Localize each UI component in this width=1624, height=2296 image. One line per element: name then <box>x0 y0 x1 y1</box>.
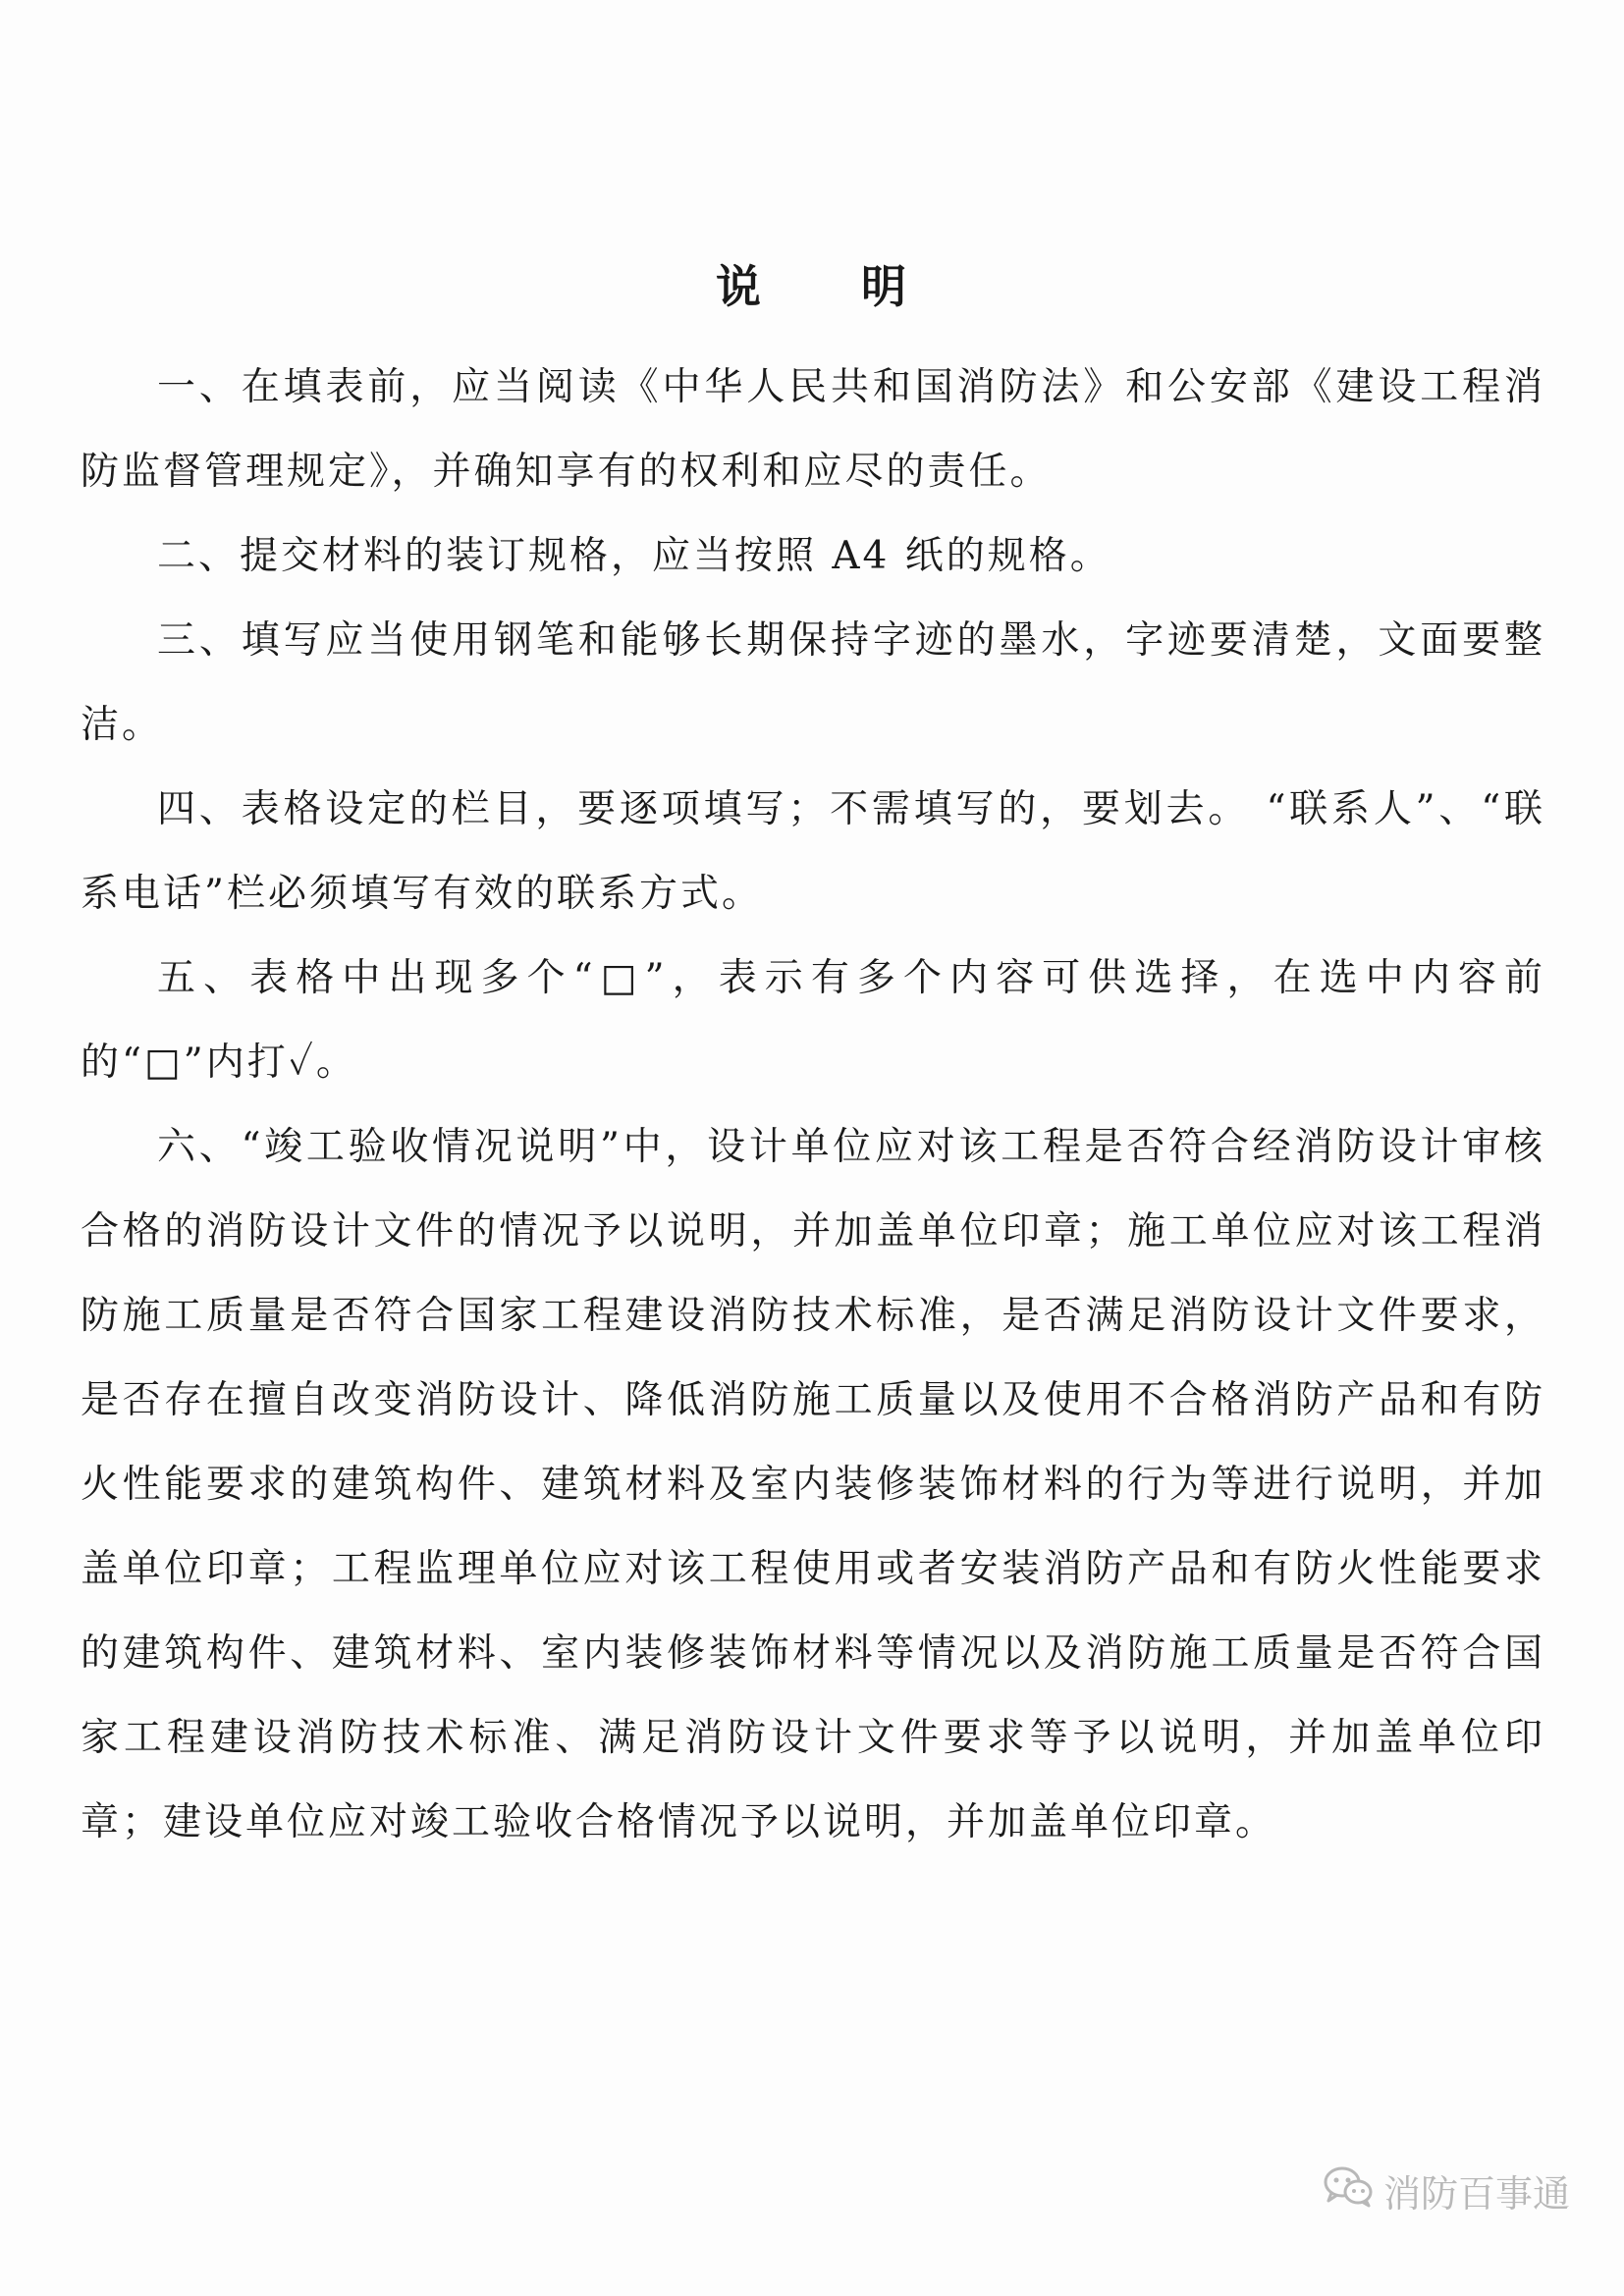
title-part-2: 明 <box>861 260 908 313</box>
instructions-body <box>81 346 1545 1865</box>
paragraph-3: 三、填写应当使用钢笔和能够长期保持字迹的墨水，字迹要清楚，文面要整洁。 <box>81 618 1545 747</box>
wechat-icon <box>1323 2164 1374 2216</box>
watermark <box>1323 2163 1570 2217</box>
paragraph-6: 六、“竣工验收情况说明”中，设计单位应对该工程是否符合经消防设计审核合格的消防设计文件的情况予以说明，并加盖单位印章；施工单位应对该工程消防施工质量是否符合国家工程建设消防技术标准，是否满足消防设计文件要求，是否存在擅自改变消防设计、降低消防施工质量以及使用不合格消防产品和有防火性能要求的建筑构件、建筑材料及室内装修装饰材料的行为等进行说明，并加盖单位印章；工程监理单位应对该工程使用或者安装消防产品和有防火性能要求的建筑构件、建筑材料、室内装修装饰材料等情况以及消防施工质量是否符合国家工程建设消防技术标准、满足消防设计文件要求等予以说明，并加盖单位印章；建设单位应对竣工验收合格情况予以说明，并加盖单位印章。 <box>81 1125 1545 1844</box>
paragraph-2: 二、提交材料的装订规格，应当按照 A4 纸的规格。 <box>157 534 1111 578</box>
title-part-1: 说 <box>716 260 763 313</box>
page-title <box>0 257 1624 316</box>
paragraph-4: 四、表格设定的栏目，要逐项填写；不需填写的，要划去。 “联系人”、“联系电话”栏必须填写有效的联系方式。 <box>81 787 1545 916</box>
paragraph-1: 一、在填表前，应当阅读《中华人民共和国消防法》和公安部《建设工程消防监督管理规定》，并确知享有的权利和应尽的责任。 <box>81 365 1545 494</box>
paragraph-5: 五、表格中出现多个“□”，表示有多个内容可供选择，在选中内容前的“□”内打✓。 <box>81 956 1545 1085</box>
watermark-label: 消防百事通 <box>1382 2172 1570 2216</box>
